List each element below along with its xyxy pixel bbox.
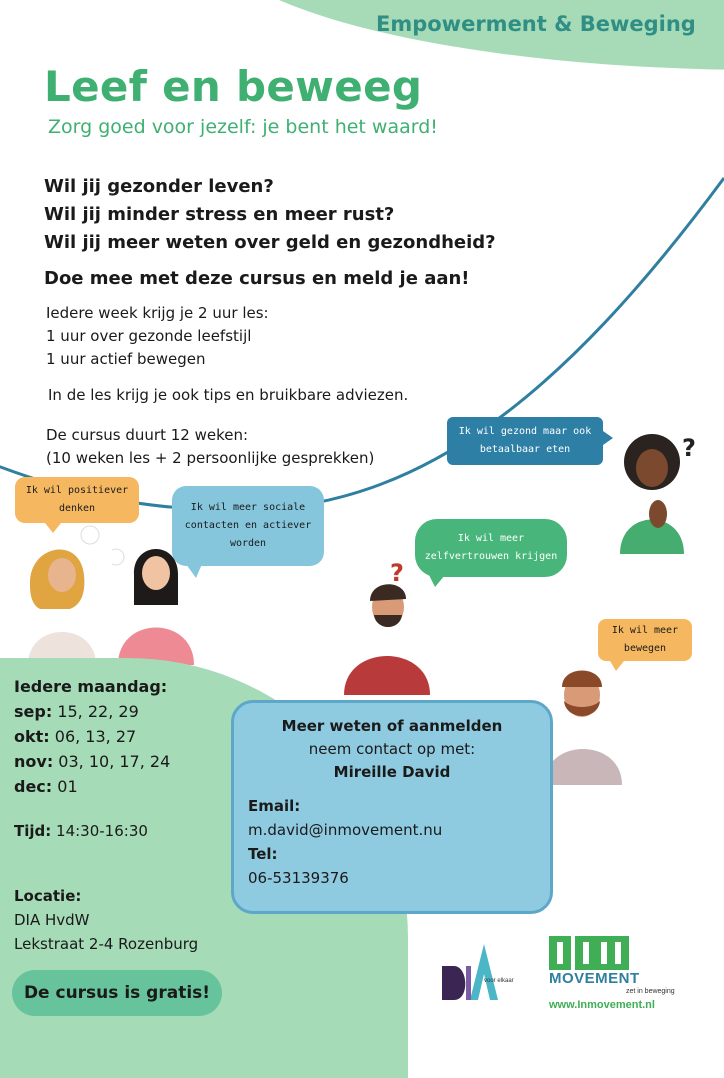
speech-bubble-confidence	[415, 519, 567, 577]
young-woman-illustration	[112, 535, 196, 665]
schedule-days: 01	[52, 777, 78, 796]
movement-url[interactable]: www.Inmovement.nl	[549, 999, 655, 1011]
schedule-month: nov:	[14, 752, 54, 771]
bubble-text: Ik wil positiever	[25, 485, 129, 496]
schedule-row	[14, 749, 170, 774]
speech-bubble-healthy-food	[447, 417, 603, 465]
schedule-row	[14, 774, 78, 799]
dia-logo	[440, 938, 500, 1002]
svg-text:?: ?	[682, 434, 696, 462]
location-label: Locatie:	[14, 887, 82, 905]
schedule-heading: Iedere maandag:	[14, 677, 168, 696]
movement-logo-mark	[549, 936, 629, 970]
schedule-month: sep:	[14, 702, 53, 721]
schedule-days: 06, 13, 27	[49, 727, 137, 746]
thinking-woman-illustration	[600, 428, 710, 554]
tel-link[interactable]: 06-53139376	[248, 869, 349, 887]
free-course-badge: De cursus is gratis!	[12, 970, 222, 1016]
bearded-man-illustration	[340, 555, 430, 695]
movement-tagline: zet in beweging	[626, 988, 675, 995]
location-name: DIA HvdW	[14, 911, 90, 929]
schedule-days: 03, 10, 17, 24	[53, 752, 171, 771]
dia-tagline: voor elkaar	[484, 978, 514, 984]
bubble-text: contacten en actiever	[184, 520, 312, 531]
contact-heading: Meer weten of aanmelden	[281, 717, 503, 735]
speech-bubble-positive	[15, 477, 139, 523]
bubble-text: Ik wil gezond maar ook	[458, 426, 592, 437]
time-value: 14:30-16:30	[51, 822, 148, 840]
hijab-woman-illustration	[20, 525, 100, 665]
bubble-text: Ik wil meer	[611, 625, 679, 636]
bubble-text: Ik wil meer sociale	[190, 502, 306, 513]
question-1: Wil jij gezonder leven?	[44, 176, 274, 197]
lesson-intro: Iedere week krijg je 2 uur les:	[46, 304, 269, 322]
schedule-row	[14, 724, 136, 749]
lesson-tips: In de les krijg je ook tips en bruikbare adviezen.	[48, 386, 409, 404]
bubble-text: Ik wil meer	[457, 533, 525, 544]
email-label: Email:	[248, 797, 301, 815]
email-link[interactable]: m.david@inmovement.nu	[248, 821, 443, 839]
contact-box	[231, 700, 553, 914]
schedule-row	[14, 699, 139, 724]
lesson-line-1: 1 uur over gezonde leefstijl	[46, 327, 252, 345]
bubble-text: worden	[229, 538, 267, 549]
bubble-text: betaalbaar eten	[479, 444, 571, 455]
bubble-text: bewegen	[623, 643, 667, 654]
contact-name: Mireille David	[333, 763, 451, 781]
location-address: Lekstraat 2-4 Rozenburg	[14, 935, 199, 953]
svg-text:?: ?	[390, 559, 404, 587]
bubble-text: zelfvertrouwen krijgen	[424, 551, 558, 562]
lesson-line-2: 1 uur actief bewegen	[46, 350, 206, 368]
question-3: Wil jij meer weten over geld en gezondheid?	[44, 232, 496, 253]
contact-subheading: neem contact op met:	[308, 740, 476, 758]
course-duration-detail: (10 weken les + 2 persoonlijke gesprekken)	[46, 449, 375, 467]
schedule-month: okt:	[14, 727, 50, 746]
course-duration: De cursus duurt 12 weken:	[46, 426, 249, 444]
schedule-month: dec:	[14, 777, 53, 796]
page-subtitle: Zorg goed voor jezelf: je bent het waard!	[48, 116, 438, 138]
question-2: Wil jij minder stress en meer rust?	[44, 204, 395, 225]
bubble-text: denken	[58, 503, 96, 514]
schedule-time	[14, 819, 148, 844]
tel-label: Tel:	[248, 845, 278, 863]
schedule-days: 15, 22, 29	[52, 702, 139, 721]
page-title: Leef en beweeg	[44, 62, 423, 111]
header-tag: Empowerment & Beweging	[376, 12, 696, 36]
movement-logo-name: MOVEMENT	[549, 970, 640, 987]
bubble-tail	[429, 575, 445, 587]
call-to-action: Doe mee met deze cursus en meld je aan!	[44, 268, 470, 289]
time-label: Tijd:	[14, 822, 52, 840]
